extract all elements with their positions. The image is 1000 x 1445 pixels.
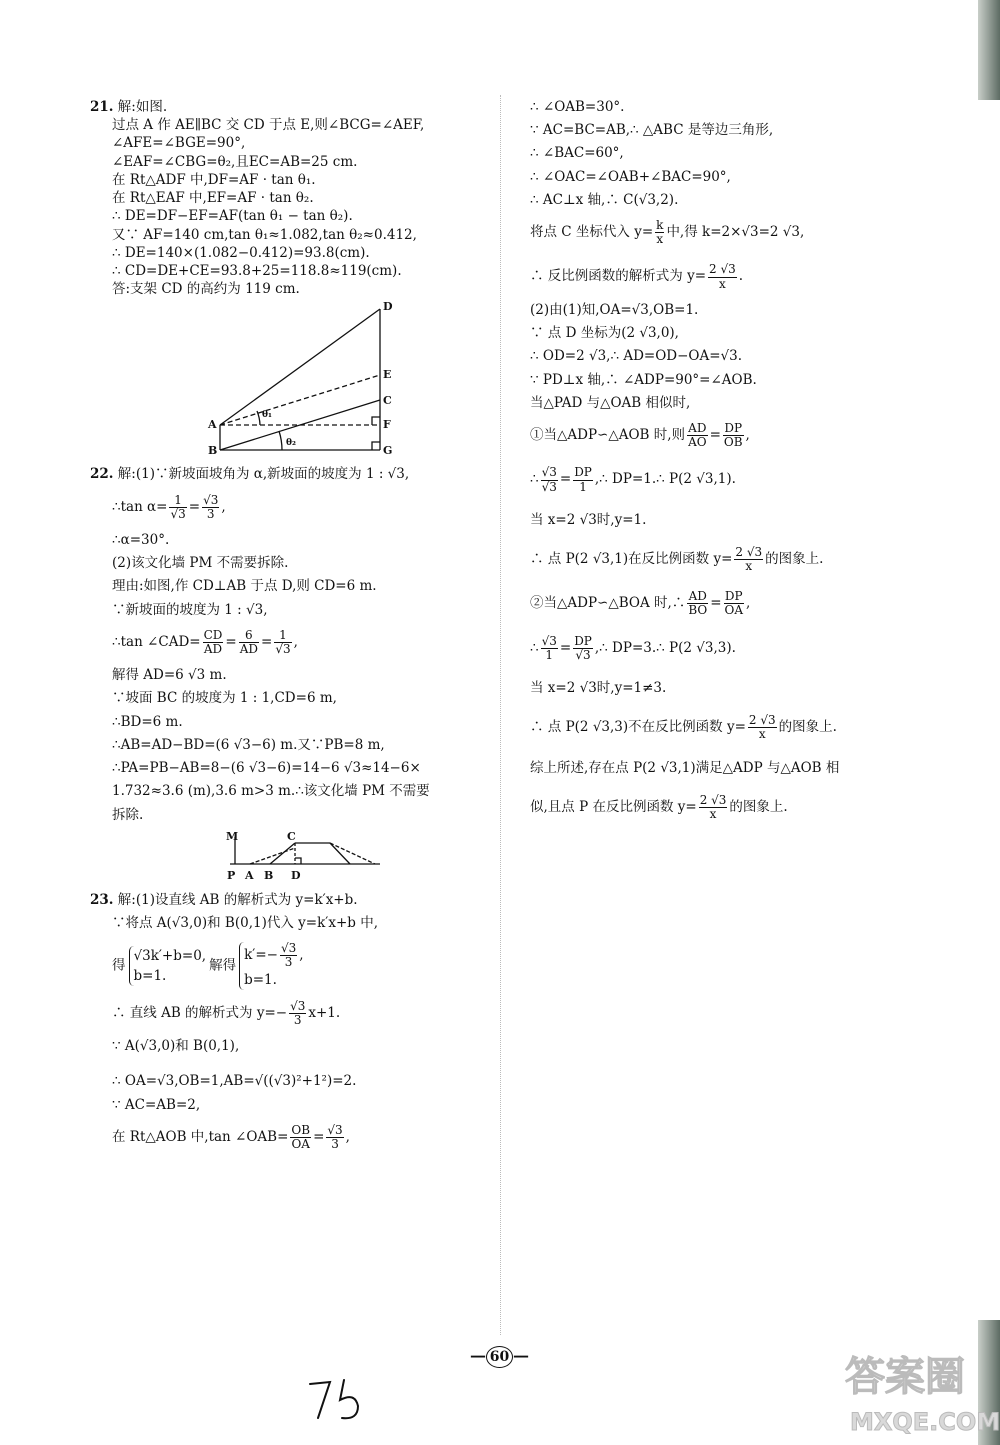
numerator: √3	[327, 1122, 343, 1137]
fraction	[203, 629, 224, 656]
figure-label: B	[264, 868, 274, 882]
text-fragment: ∴ 点 P(2 √3,1)在反比例函数 y=	[530, 551, 733, 568]
figure-label: P	[227, 868, 236, 882]
figure-label: M	[226, 829, 239, 843]
q23-line: ∵将点 A(√3,0)和 B(0,1)代入 y=k′x+b 中,	[112, 915, 378, 931]
text-fragment: 将点 C 坐标代入 y=	[530, 224, 654, 241]
q22-line: 1.732≈3.6 (m),3.6 m>3 m.∴该文化墙 PM 不需要	[112, 783, 430, 800]
text-fragment: ∴tan α=	[112, 498, 168, 515]
fraction	[573, 635, 593, 662]
text-fragment: ②当△ADP∽△BOA 时,∴	[530, 595, 686, 612]
equation: √3k′+b=0,	[133, 947, 207, 964]
q22-line: ∵坡面 BC 的坡度为 1 : 1,CD=6 m,	[112, 690, 337, 707]
figure-label: θ₁	[262, 410, 272, 421]
fraction	[202, 494, 219, 521]
q21-line: ∴ CD=DE+CE=93.8+25=118.8≈119(cm).	[112, 262, 402, 279]
q23-equation-line	[530, 590, 930, 617]
text-fragment: ∴ 直线 AB 的解析式为 y=−	[112, 1005, 288, 1022]
figure-label: F	[383, 418, 391, 432]
text-fragment: =	[225, 634, 237, 651]
watermark-text: 答案圈	[845, 1354, 965, 1400]
q21-title-line	[90, 98, 490, 116]
q23-line: ∴ OD=2 √3,∴ AD=OD−OA=√3.	[530, 348, 743, 365]
text-fragment: =	[709, 427, 721, 444]
text-fragment: 的图象上.	[778, 719, 837, 736]
q22-equation-line	[90, 494, 490, 521]
fraction	[280, 942, 297, 969]
q22-title-line	[90, 465, 490, 483]
q21-line: 又∵ AF=140 cm,tan θ₁≈1.082,tan θ₂≈0.412,	[112, 226, 417, 243]
denominator: x	[709, 807, 717, 822]
q22-line: 拆除.	[112, 806, 144, 823]
fraction	[734, 546, 763, 573]
text-fragment: =	[559, 639, 572, 656]
text-fragment: 的图象上.	[729, 799, 788, 816]
page-number: — 60 —	[470, 1346, 529, 1368]
text-fragment: ,	[221, 498, 226, 515]
q21-number: 21.	[90, 99, 114, 115]
denominator: AO	[688, 435, 707, 450]
text-fragment: ∴	[530, 639, 539, 656]
denominator: 3	[331, 1137, 339, 1152]
fraction	[723, 422, 744, 449]
q23-line: ∴ OA=√3,OB=1,AB=√((√3)²+1²)=2.	[112, 1073, 357, 1090]
q23-line: ∴ ∠OAB=30°.	[530, 99, 625, 115]
q22-line: 解得 AD=6 √3 m.	[112, 667, 227, 684]
q23-equation-line	[90, 1000, 490, 1027]
figure-label: θ₂	[286, 438, 296, 449]
figure-label: C	[287, 829, 296, 843]
q21-line: 过点 A 作 AE∥BC 交 CD 于点 E,则∠BCG=∠AEF,	[112, 117, 425, 134]
denominator: BO	[688, 603, 708, 618]
text-fragment: k′=−	[244, 947, 278, 964]
figure-label: D	[383, 300, 393, 314]
q21-line: ∠EAF=∠CBG=θ₂,且EC=AB=25 cm.	[112, 153, 358, 170]
text-fragment: 似,且点 P 在反比例函数 y=	[530, 799, 697, 816]
fraction	[289, 1000, 306, 1027]
figure-label: B	[208, 444, 218, 458]
text-fragment: ,	[345, 1129, 350, 1146]
page-number-value: 60	[486, 1346, 513, 1368]
q23-number: 23.	[90, 891, 114, 908]
q23-line: ∵ A(√3,0)和 B(0,1),	[112, 1038, 240, 1055]
q22-figure	[90, 828, 490, 886]
q22-line: ∴BD=6 m.	[112, 713, 183, 730]
text-fragment: 的图象上.	[765, 551, 824, 568]
text-fragment: 在 Rt△AOB 中,tan ∠OAB=	[112, 1129, 289, 1146]
fraction	[573, 466, 593, 493]
denominator: √3	[541, 479, 557, 494]
q23-equation-line	[530, 714, 930, 741]
denominator: x	[656, 232, 664, 247]
text-fragment: =	[559, 471, 572, 488]
numerator: √3	[203, 492, 219, 507]
numerator: 2 √3	[748, 713, 776, 728]
numerator: DP	[574, 633, 592, 648]
fraction	[169, 494, 186, 521]
numerator: DP	[724, 589, 743, 604]
q21-line: 在 Rt△EAF 中,EF=AF · tan θ₂.	[112, 190, 314, 207]
text-fragment: ,	[746, 595, 751, 612]
numerator: OB	[291, 1122, 311, 1137]
numerator: 1	[169, 494, 186, 508]
q21-line: ∠AFE=∠BGE=90°,	[112, 135, 246, 152]
denominator: 1	[545, 647, 554, 662]
numerator: √3	[541, 633, 557, 648]
q23-line: ∵ AC=AB=2,	[112, 1096, 201, 1113]
q23-line: 解:(1)设直线 AB 的解析式为 y=k′x+b.	[117, 891, 358, 908]
text-fragment: 解得	[209, 957, 237, 974]
denominator: AD	[203, 642, 223, 657]
q23-title-line	[90, 891, 490, 909]
text-fragment: =	[188, 498, 201, 515]
q23-line: ∴ ∠BAC=60°,	[530, 145, 624, 162]
text-fragment: ,∴ DP=1.∴ P(2 √3,1).	[594, 471, 736, 488]
fraction	[290, 1124, 311, 1151]
q23-equation-line	[90, 1124, 490, 1151]
q22-line: 理由:如图,作 CD⊥AB 于点 D,则 CD=6 m.	[112, 578, 377, 595]
fraction	[687, 422, 708, 449]
equation-system	[129, 946, 207, 987]
column-divider	[500, 95, 501, 1335]
denominator: 3	[293, 1013, 302, 1028]
q21-line: 在 Rt△ADF 中,DF=AF · tan θ₁.	[112, 171, 316, 188]
fraction	[687, 590, 708, 617]
text-fragment: ∴ 点 P(2 √3,3)不在反比例函数 y=	[530, 719, 746, 736]
handwritten-annotation	[300, 1370, 380, 1430]
q23-line: ∴ ∠OAC=∠OAB+∠BAC=90°,	[530, 168, 731, 185]
q23-line: 当△PAD 与△OAB 相似时,	[530, 394, 691, 411]
q23-line: 当 x=2 √3时,y=1≠3.	[530, 680, 667, 697]
numerator: AD	[688, 589, 707, 604]
q21-answer-line: 答:支架 CD 的高约为 119 cm.	[112, 281, 300, 298]
numerator: √3	[290, 998, 306, 1013]
text-fragment: =	[710, 595, 722, 612]
numerator: k	[656, 218, 664, 233]
figure-label: A	[245, 868, 254, 882]
q23-line: 当 x=2 √3时,y=1.	[530, 511, 647, 528]
q23-equation-line	[530, 794, 930, 821]
denominator: OA	[724, 603, 744, 618]
text-fragment: ,	[293, 634, 298, 651]
numerator: DP	[724, 420, 743, 435]
denominator: x	[719, 276, 726, 291]
text-fragment: x+1.	[308, 1005, 341, 1022]
q21-line: ∴ DE=140×(1.082−0.412)=93.8(cm).	[112, 244, 370, 261]
q21-line: 解:如图.	[117, 99, 168, 115]
figure-label: D	[291, 868, 301, 882]
equation: b=1.	[133, 968, 167, 985]
numerator: √3	[541, 465, 557, 480]
numerator: √3	[280, 941, 297, 956]
left-column	[90, 98, 490, 1151]
numerator: 2 √3	[735, 544, 763, 559]
text-fragment: 得	[112, 957, 126, 974]
numerator: 2 √3	[699, 792, 727, 807]
fraction	[655, 219, 664, 246]
numerator: DP	[574, 465, 592, 480]
handwriting-text: 75	[300, 1370, 302, 1371]
text-fragment: ,	[299, 947, 304, 964]
text-fragment: =	[313, 1129, 325, 1146]
q22-equation-line	[90, 629, 490, 656]
q23-line: ∵ PD⊥x 轴,∴ ∠ADP=90°=∠AOB.	[530, 371, 757, 388]
q23-equation-line	[530, 219, 930, 246]
denominator: OA	[291, 1137, 310, 1152]
denominator: 1	[579, 479, 587, 494]
q23-equation-line	[530, 546, 930, 573]
denominator: OB	[723, 435, 743, 450]
q23-equation-line	[530, 263, 930, 290]
fraction	[699, 794, 728, 821]
denominator: x	[745, 559, 753, 574]
fraction	[724, 590, 745, 617]
q23-line: ∴ AC⊥x 轴,∴ C(√3,2).	[530, 191, 679, 208]
numerator: 2 √3	[709, 262, 736, 277]
denominator: √3	[170, 506, 186, 521]
equation-system	[239, 942, 303, 990]
text-fragment: .	[738, 268, 744, 285]
denominator: AD	[239, 642, 258, 657]
q23-equation-line	[530, 466, 930, 493]
denominator: √3	[575, 647, 591, 662]
q23-system-line	[90, 942, 490, 990]
q22-line: ∴PA=PB−AB=8−(6 √3−6)=14−6 √3≈14−6×	[112, 760, 421, 777]
q23-line: (2)由(1)知,OA=√3,OB=1.	[530, 301, 699, 318]
fraction	[541, 635, 558, 662]
denominator: x	[758, 727, 766, 742]
figure-label: A	[208, 418, 217, 432]
fraction	[708, 263, 737, 290]
text-fragment: ①当△ADP∽△AOB 时,则	[530, 427, 686, 444]
numerator: AD	[688, 420, 707, 435]
fraction	[274, 629, 291, 656]
q22-number: 22.	[90, 466, 114, 483]
scan-edge-top	[978, 0, 1000, 100]
numerator: CD	[203, 627, 223, 642]
q22-line: (2)该文化墙 PM 不需要拆除.	[112, 555, 289, 572]
equation	[244, 942, 303, 969]
figure-label: G	[383, 444, 393, 458]
q21-line: ∴ DE=DF−EF=AF(tan θ₁ − tan θ₂).	[112, 208, 353, 225]
text-fragment: 中,得 k=2×√3=2 √3,	[666, 224, 805, 241]
denominator: √3	[275, 642, 291, 657]
q22-line: ∴AB=AD−BD=(6 √3−6) m.又∵PB=8 m,	[112, 736, 385, 753]
text-fragment: ∴tan ∠CAD=	[112, 634, 201, 651]
fraction	[748, 714, 777, 741]
fraction	[239, 629, 259, 656]
fraction	[541, 466, 558, 493]
watermark-logo	[820, 1330, 1000, 1445]
right-column	[530, 98, 930, 821]
text-fragment: ,∴ DP=3.∴ P(2 √3,3).	[594, 639, 736, 656]
denominator: 3	[206, 506, 215, 521]
equation: b=1.	[244, 971, 277, 988]
q21-figure	[90, 300, 490, 460]
fraction	[326, 1124, 343, 1151]
denominator: 3	[284, 955, 293, 970]
q23-equation-line	[530, 422, 930, 449]
watermark-url: MXQE.COM	[850, 1408, 1000, 1436]
q23-line: 综上所述,存在点 P(2 √3,1)满足△ADP 与△AOB 相	[530, 759, 840, 776]
numerator: 6	[239, 629, 259, 643]
figure-label: C	[383, 394, 392, 408]
numerator: 1	[274, 629, 291, 643]
q22-line: 解:(1)∵新坡面坡角为 α,新坡面的坡度为 1 : √3,	[117, 466, 410, 483]
figure-label: E	[383, 368, 392, 382]
text-fragment: ∴ 反比例函数的解析式为 y=	[530, 268, 707, 285]
text-fragment: ,	[745, 427, 750, 444]
q22-line: ∴α=30°.	[112, 532, 170, 548]
text-fragment: =	[261, 634, 273, 651]
q22-line: ∵新坡面的坡度为 1 : √3,	[112, 601, 268, 618]
text-fragment: ∴	[530, 471, 539, 488]
q23-equation-line	[530, 635, 930, 662]
q23-line: ∵ 点 D 坐标为(2 √3,0),	[530, 325, 679, 342]
q23-line: ∵ AC=BC=AB,∴ △ABC 是等边三角形,	[530, 122, 774, 139]
